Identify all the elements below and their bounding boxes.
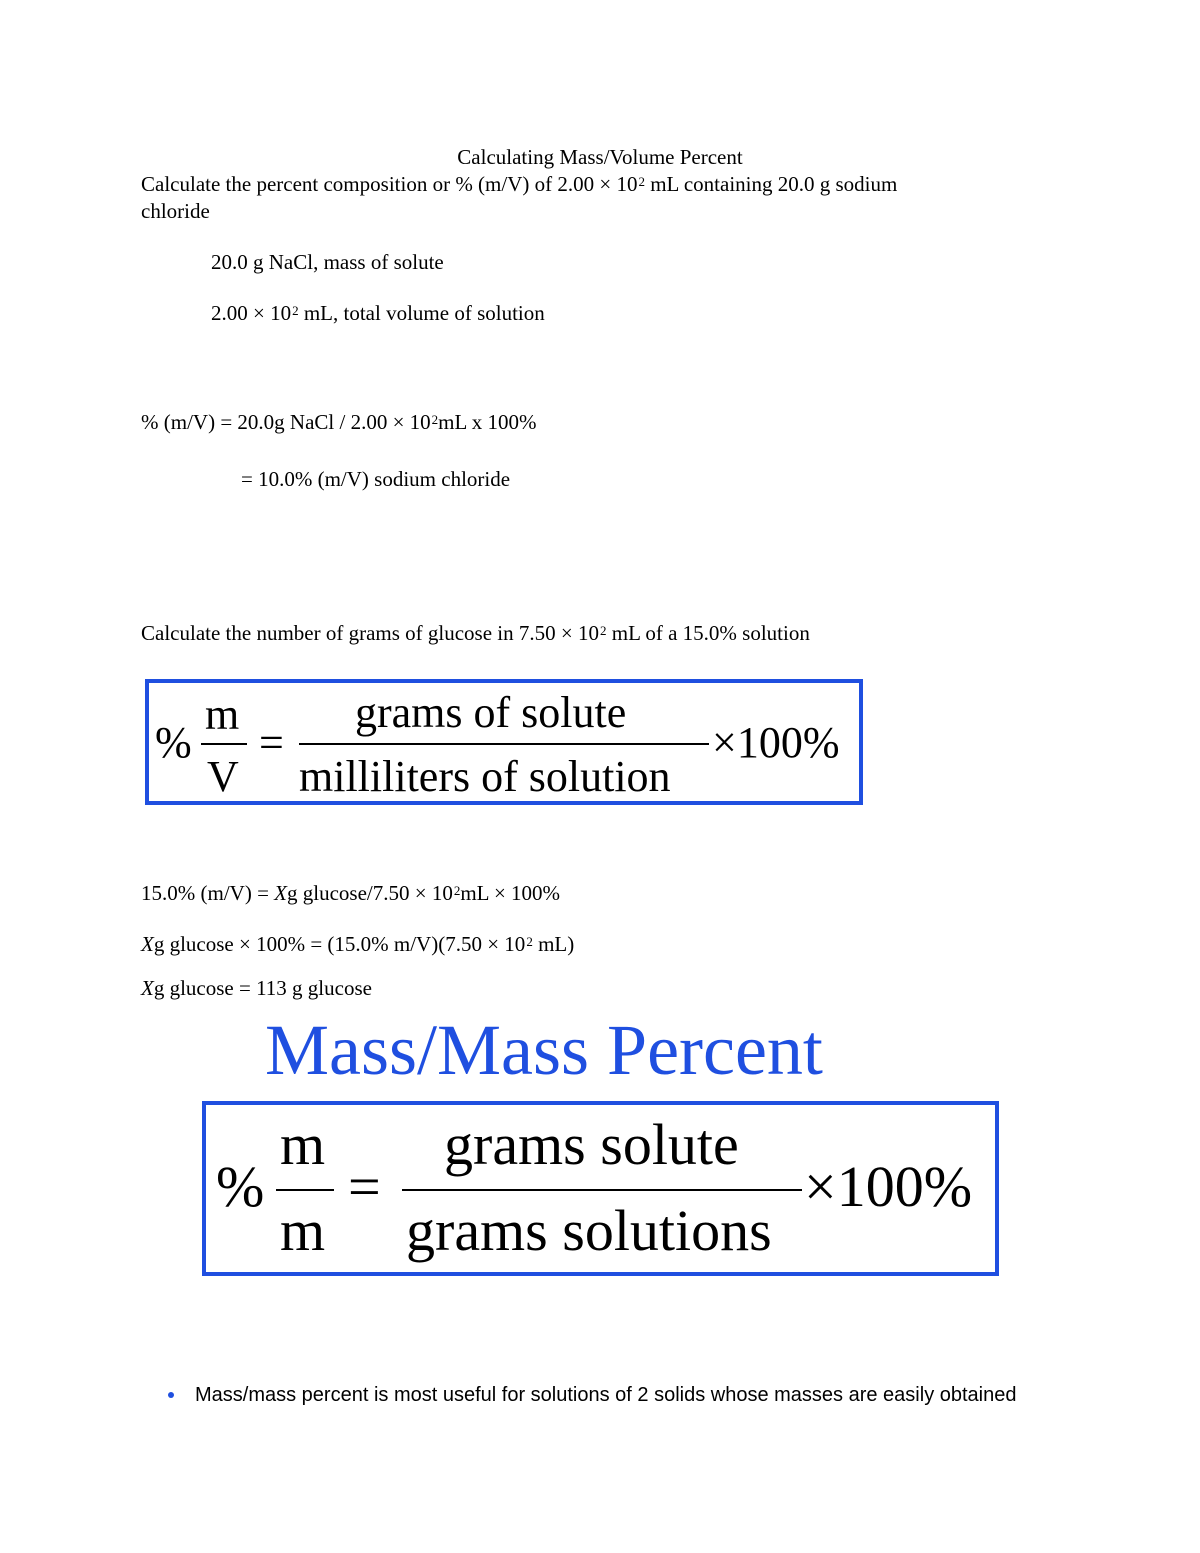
mv-small-fraction-bar bbox=[201, 743, 247, 745]
problem1-question-post: mL containing 20.0 g sodium bbox=[644, 172, 898, 196]
mass-mass-title: Mass/Mass Percent bbox=[265, 1010, 823, 1090]
p2-line1-var: X bbox=[274, 881, 287, 905]
page-title: Calculating Mass/Volume Percent bbox=[457, 145, 743, 169]
given-volume-exp: 2 bbox=[292, 303, 299, 318]
problem1-question bbox=[141, 171, 897, 197]
mm-small-fraction-bar bbox=[276, 1189, 334, 1191]
p2-line2-mid: g glucose × 100% = (15.0% m/V)(7.50 × 10 bbox=[153, 932, 526, 956]
mm-denominator: grams solutions bbox=[406, 1198, 772, 1263]
p2-question-pre: Calculate the number of grams of glucose in 7.50 × 10 bbox=[141, 621, 599, 645]
problem1-question-exp: 2 bbox=[638, 174, 645, 189]
bullet-text: Mass/mass percent is most useful for solutions of 2 solids whose masses are easily obtained bbox=[195, 1384, 1017, 1406]
mv-percent-sign: % bbox=[155, 718, 192, 767]
mm-den-letter: m bbox=[280, 1198, 326, 1263]
p2-question-post: mL of a 15.0% solution bbox=[606, 621, 810, 645]
calc-pre: % (m/V) = 20.0g NaCl / 2.00 × 10 bbox=[141, 410, 431, 434]
p2-line2-exp: 2 bbox=[526, 934, 533, 949]
p2-question-exp: 2 bbox=[599, 623, 607, 638]
mv-times-100: ×100% bbox=[712, 718, 840, 767]
mv-equals: = bbox=[259, 718, 284, 767]
given-volume-post: mL, total volume of solution bbox=[298, 301, 545, 325]
problem2-line2 bbox=[141, 931, 574, 957]
p2-line2-post: mL) bbox=[532, 932, 575, 956]
mv-denominator: milliliters of solution bbox=[299, 752, 671, 801]
mv-den-letter: V bbox=[207, 752, 239, 801]
problem1-calculation bbox=[141, 409, 537, 435]
problem1-given-volume bbox=[211, 300, 545, 326]
calc-post: mL x 100% bbox=[438, 410, 537, 434]
p2-line1-pre: 15.0% (m/V) = bbox=[141, 881, 275, 905]
mm-fraction-bar bbox=[402, 1189, 802, 1191]
problem1-question-pre: Calculate the percent composition or % (m/V) of 2.00 × 10 bbox=[141, 172, 638, 196]
problem1-result: = 10.0% (m/V) sodium chloride bbox=[241, 467, 511, 491]
calc-exp: 2 bbox=[431, 412, 439, 427]
problem1-given-solute: 20.0 g NaCl, mass of solute bbox=[211, 250, 444, 274]
p2-line3-post: g glucose = 113 g glucose bbox=[153, 976, 372, 1000]
mm-numerator: grams solute bbox=[444, 1112, 739, 1177]
problem1-question-line2: chloride bbox=[141, 199, 210, 223]
formula-mass-volume-box bbox=[145, 679, 863, 805]
mm-percent-sign: % bbox=[216, 1154, 265, 1219]
p2-line3-var: X bbox=[141, 976, 154, 1000]
problem2-question bbox=[141, 620, 810, 646]
problem2-line3 bbox=[141, 975, 372, 1001]
mm-num-letter: m bbox=[280, 1112, 326, 1177]
mv-fraction-bar bbox=[299, 743, 709, 745]
bullet-dot bbox=[168, 1392, 174, 1398]
mm-equals: = bbox=[348, 1154, 381, 1219]
p2-line2-var: X bbox=[141, 932, 154, 956]
mm-times-100: ×100% bbox=[804, 1154, 973, 1219]
p2-line1-post: mL × 100% bbox=[460, 881, 561, 905]
formula-mass-mass-box bbox=[202, 1101, 999, 1276]
given-volume-pre: 2.00 × 10 bbox=[211, 301, 292, 325]
p2-line1-mid: g glucose/7.50 × 10 bbox=[287, 881, 453, 905]
p2-line1-exp: 2 bbox=[453, 883, 461, 898]
problem2-line1 bbox=[141, 880, 560, 906]
mv-num-letter: m bbox=[205, 690, 240, 739]
mv-numerator: grams of solute bbox=[355, 688, 627, 737]
